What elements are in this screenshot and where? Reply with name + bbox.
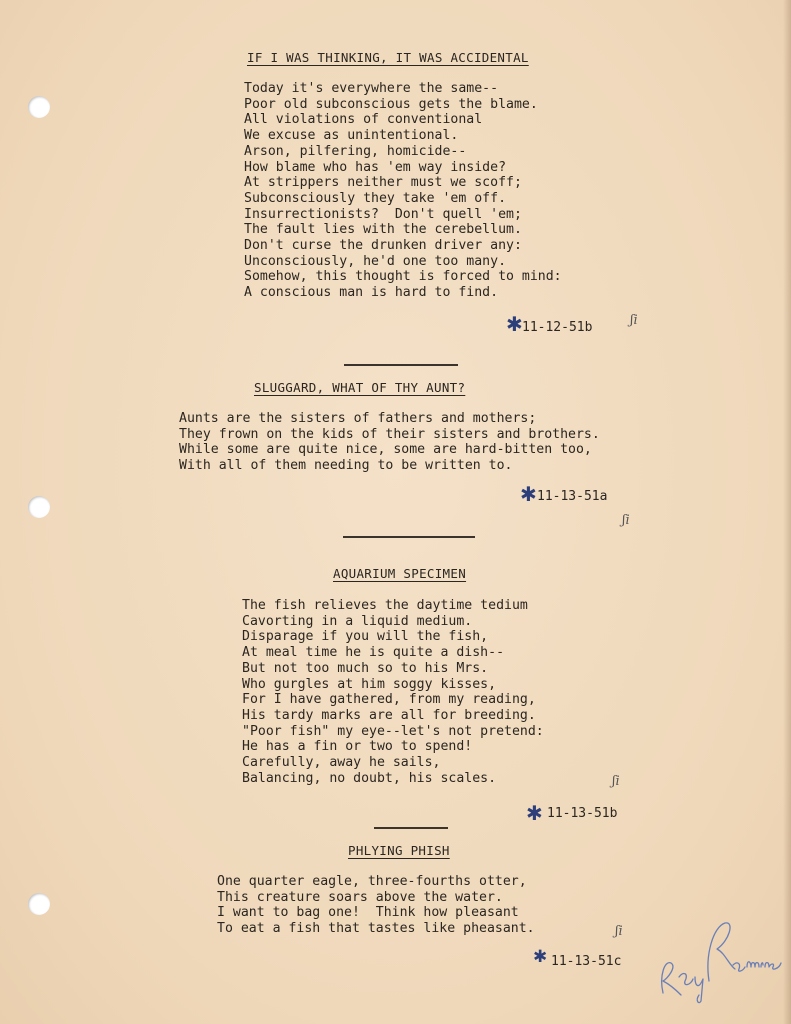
poem-line: A conscious man is hard to find.: [244, 285, 499, 301]
handwritten-signature: [655, 905, 785, 1005]
poem-line: Poor old subconscious gets the blame.: [244, 96, 538, 112]
poem-line: Unconsciously, he'd one too many.: [244, 253, 507, 269]
poem-line: For I have gathered, from my reading,: [242, 692, 536, 708]
poem-line: They frown on the kids of their sisters and brothers.: [179, 426, 600, 442]
poem-line: How blame who has 'em way inside?: [244, 159, 507, 175]
poem-line: At strippers neither must we scoff;: [244, 175, 522, 191]
poem-date: 11-12-51b: [522, 320, 593, 335]
initials-mark-icon: ʃi: [630, 313, 638, 328]
poem-line: "Poor fish" my eye--let's not pretend:: [242, 723, 544, 739]
poem-line: Cavorting in a liquid medium.: [242, 613, 473, 629]
poem-line: At meal time he is quite a dish--: [242, 645, 505, 661]
poem-body: [179, 411, 600, 474]
poem-line: But not too much so to his Mrs.: [242, 660, 489, 676]
poem-body: [217, 874, 535, 937]
poem-line: Carefully, away he sails,: [242, 755, 441, 771]
asterisk-mark-icon: ✱: [533, 947, 548, 967]
poem-line: All violations of conventional: [244, 112, 483, 128]
poem-line: We excuse as unintentional.: [244, 128, 459, 144]
initials-mark-icon: ʃi: [615, 924, 623, 939]
poem-line: To eat a fish that tastes like pheasant.: [217, 921, 535, 937]
punch-hole-icon: [28, 893, 50, 915]
punch-hole-icon: [28, 496, 50, 518]
poem-title: IF I WAS THINKING, IT WAS ACCIDENTAL: [247, 50, 529, 65]
poem-title: AQUARIUM SPECIMEN: [333, 566, 467, 581]
section-divider: [343, 536, 475, 538]
poem-body: [242, 598, 544, 786]
poem-line: One quarter eagle, three-fourths otter,: [217, 874, 527, 889]
asterisk-mark-icon: ✱: [526, 801, 543, 825]
poem-line: The fault lies with the cerebellum.: [244, 222, 522, 238]
poem-line: Insurrectionists? Don't quell 'em;: [244, 206, 522, 222]
asterisk-mark-icon: ✱: [506, 312, 523, 336]
poem-line: Today it's everywhere the same--: [244, 81, 499, 96]
section-divider: [374, 827, 448, 829]
poem-line: Subconsciously they take 'em off.: [244, 190, 507, 206]
poem-date: 11-13-51c: [551, 954, 622, 969]
poem-line: Arson, pilfering, homicide--: [244, 143, 467, 159]
poem-line: With all of them needing to be written to.: [179, 458, 513, 474]
poem-line: He has a fin or two to spend!: [242, 739, 473, 755]
poem-title: PHLYING PHISH: [348, 843, 450, 858]
page-edge-shadow: [783, 0, 791, 1024]
poem-line: Don't curse the drunken driver any:: [244, 238, 522, 254]
poem-line: The fish relieves the daytime tedium: [242, 598, 528, 613]
poem-line: I want to bag one! Think how pleasant: [217, 905, 519, 921]
poem-date: 11-13-51a: [537, 489, 608, 504]
asterisk-mark-icon: ✱: [520, 482, 537, 506]
initials-mark-icon: ʃi: [622, 513, 630, 528]
poem-line: This creature soars above the water.: [217, 889, 503, 905]
poem-line: Who gurgles at him soggy kisses,: [242, 676, 497, 692]
poem-line: His tardy marks are all for breeding.: [242, 707, 536, 723]
poem-line: Disparage if you will the fish,: [242, 629, 489, 645]
poem-date: 11-13-51b: [547, 806, 618, 821]
section-divider: [344, 364, 458, 366]
poem-title: SLUGGARD, WHAT OF THY AUNT?: [254, 380, 466, 395]
poem-line: Balancing, no doubt, his scales.: [242, 770, 497, 786]
poem-body: [244, 81, 562, 301]
poem-line: While some are quite nice, some are hard-bitten too,: [179, 442, 592, 458]
punch-hole-icon: [28, 96, 50, 118]
initials-mark-icon: ʃi: [612, 774, 620, 789]
poem-line: Somehow, this thought is forced to mind:: [244, 269, 562, 285]
poem-line: Aunts are the sisters of fathers and mothers;: [179, 411, 537, 426]
